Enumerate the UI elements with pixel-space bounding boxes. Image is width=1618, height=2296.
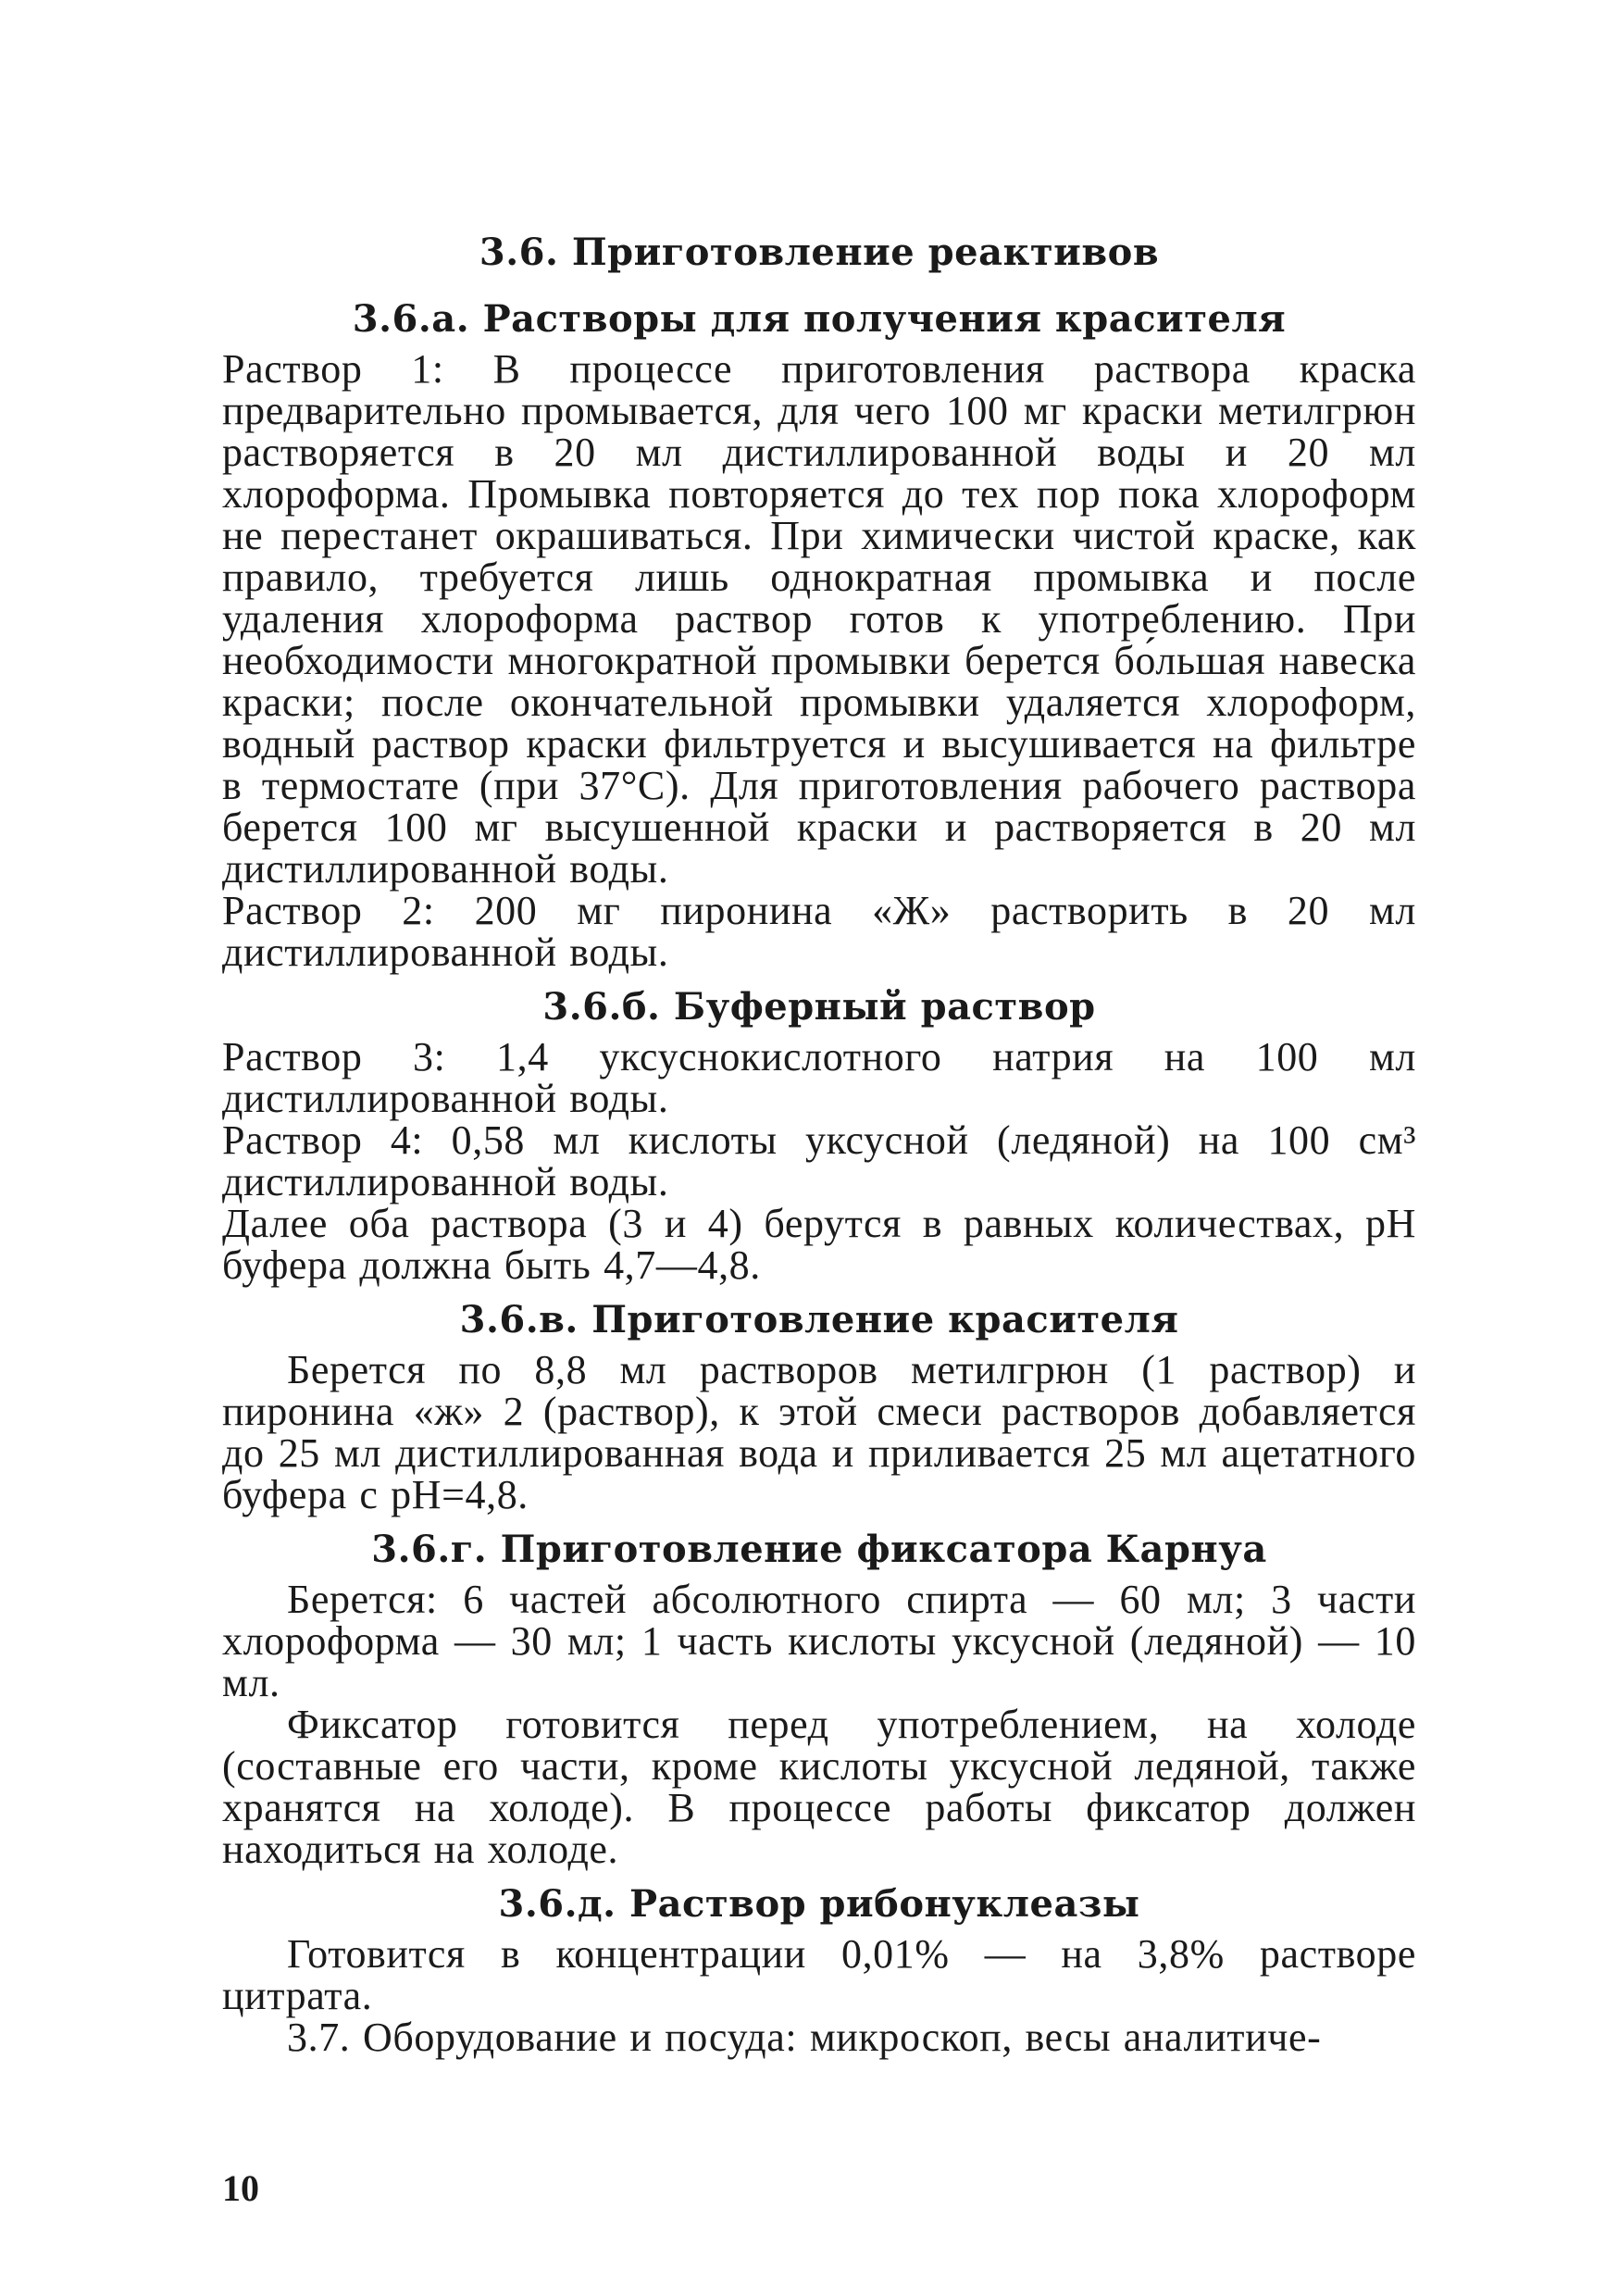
paragraph-fixative-composition: Берется: 6 частей абсолютного спирта — 60 мл; 3 части хлороформа — 30 мл; 1 часть кислоты уксусной (ледяной) — 10 мл. [222, 1577, 1416, 1705]
page-number: 10 [222, 2167, 259, 2209]
subsection-title-g: 3.6.г. Приготовление фиксатора Карнуа [371, 1528, 1267, 1571]
paragraph-fixative-storage: Фиксатор готовится перед употреблением, на холоде (составные его части, кроме кислоты уксусной ледяной, также хранятся на холоде). В процессе работы фиксатор должен находиться на холоде. [222, 1702, 1416, 1872]
paragraph-equipment: 3.7. Оборудование и посуда: микроскоп, весы аналитиче- [287, 2015, 1322, 2060]
section-title: 3.6. Приготовление реактивов [479, 231, 1160, 274]
paragraph-solution-1: Раствор 1: В процессе приготовления раствора краска предварительно промывается, для чего 100 мг краски метилгрюн растворяется в 20 мл дистиллированной воды и 20 мл хлороформа. Промывка повторяется до тех пор пока хлороформ не перестанет окрашиваться. При химически чистой краске, как правило, требуется лишь однократная промывка и после удаления хлороформа раствор готов к употреблению. При необходимости многократной промывки берется бо́льшая навеска краски; после окончательной промывки удаляется хлороформ, водный раствор краски фильтруется и высушивается на фильтре в термостате (при 37°С). Для приготовления рабочего раствора берется 100 мг высушенной краски и растворяется в 20 мл дистиллированной воды. [222, 346, 1416, 892]
paragraph-dye-preparation: Берется по 8,8 мл растворов метилгрюн (1 раствор) и пиронина «ж» 2 (раствор), к этой смеси растворов добавляется до 25 мл дистиллированная вода и приливается 25 мл ацетатного буфера с pH=4,8. [222, 1347, 1416, 1517]
document-page [222, 222, 1416, 2259]
paragraph-solution-4: Раствор 4: 0,58 мл кислоты уксусной (ледяной) на 100 см³ дистиллированной воды. [222, 1117, 1416, 1204]
subsection-title-v: 3.6.в. Приготовление красителя [459, 1298, 1179, 1341]
paragraph-buffer-ph: Далее оба раствора (3 и 4) берутся в равных количествах, pH буфера должна быть 4,7—4,8. [222, 1201, 1416, 1288]
paragraph-ribonuclease: Готовится в концентрации 0,01% — на 3,8% растворе цитрата. [222, 1931, 1416, 2018]
subsection-title-d: 3.6.д. Раствор рибонуклеазы [498, 1882, 1140, 1926]
subsection-title-a: 3.6.а. Растворы для получения красителя [352, 297, 1287, 341]
subsection-title-b: 3.6.б. Буферный раствор [542, 985, 1096, 1029]
paragraph-solution-3: Раствор 3: 1,4 уксуснокислотного натрия на 100 мл дистиллированной воды. [222, 1034, 1416, 1121]
paragraph-solution-2: Раствор 2: 200 мг пиронина «Ж» растворить в 20 мл дистиллированной воды. [222, 888, 1416, 975]
